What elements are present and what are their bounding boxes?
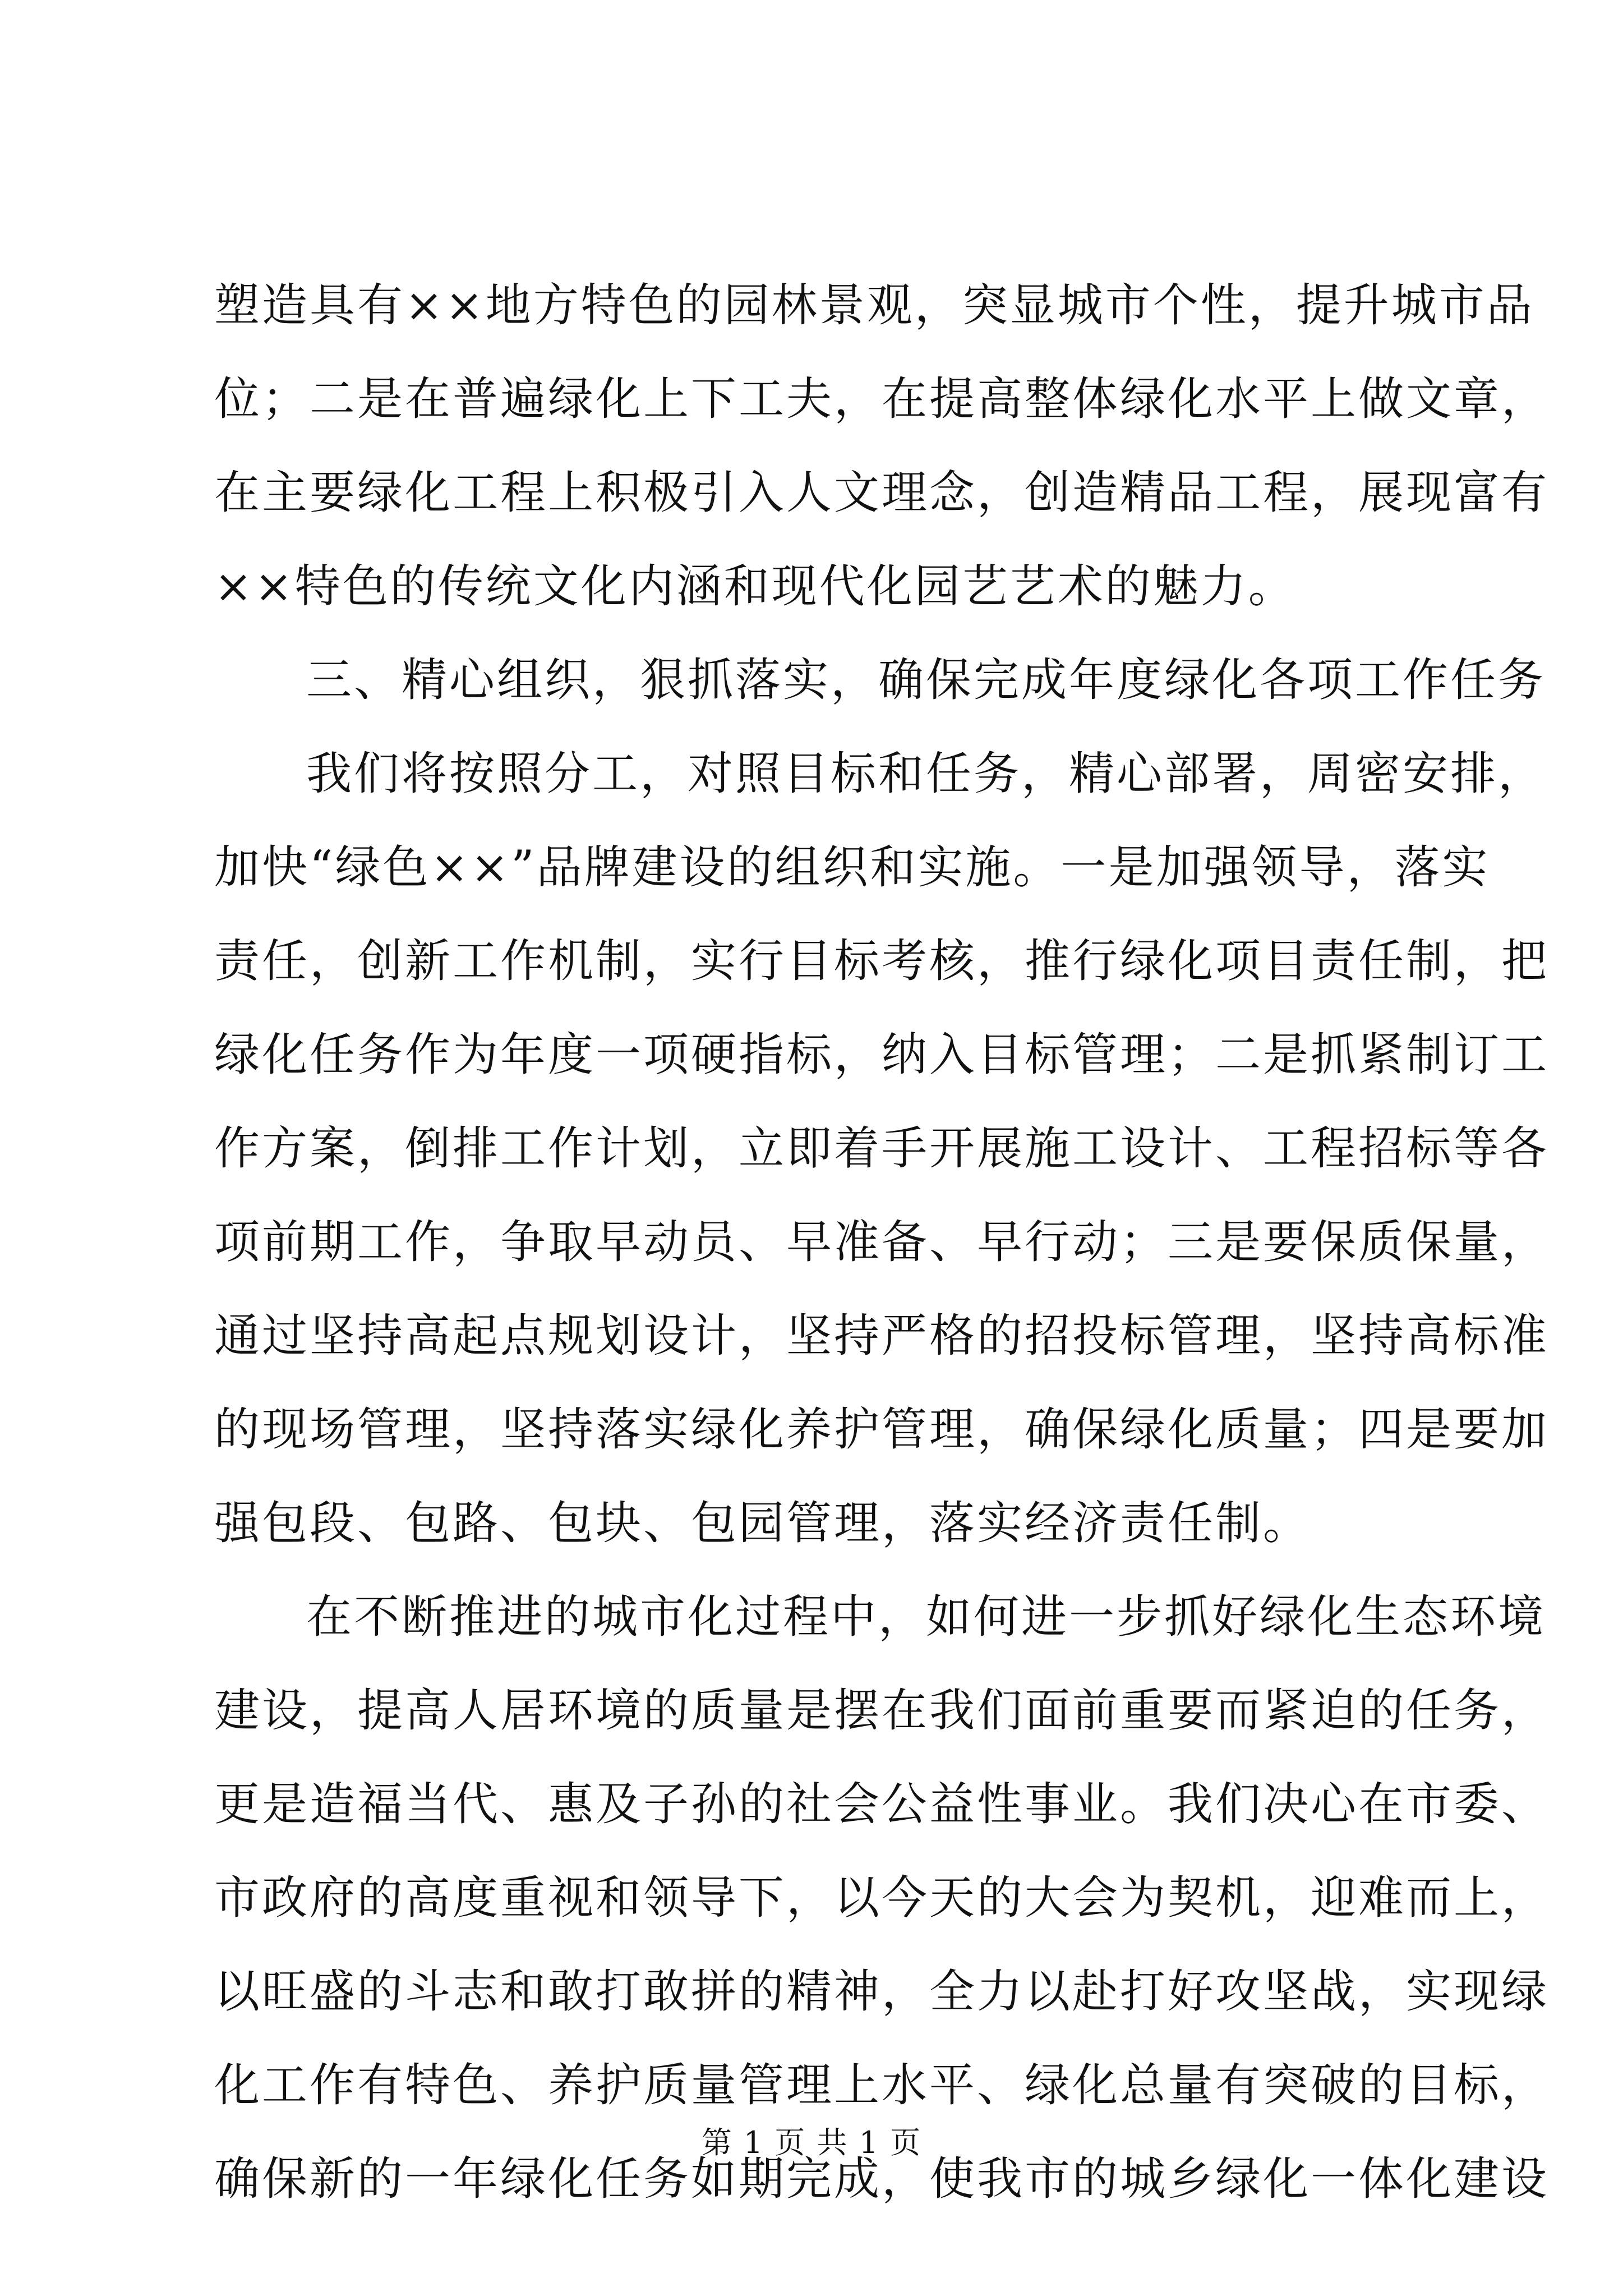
text-line: 绿化任务作为年度一项硬指标，纳入目标管理；二是抓紧制订工 xyxy=(214,1029,1550,1082)
page-number-footer: 第 1 页 共 1 页 xyxy=(701,2125,922,2160)
text-line: 确保新的一年绿化任务如期完成，使我市的城乡绿化一体化建设 xyxy=(214,2153,1550,2206)
text-line: 建设，提高人居环境的质量是摆在我们面前重要而紧迫的任务， xyxy=(214,1685,1550,1737)
document-body xyxy=(214,259,1550,2226)
text-line: 通过坚持高起点规划设计，坚持严格的招投标管理，坚持高标准 xyxy=(214,1310,1550,1363)
section-heading: 三、精心组织，狠抓落实，确保完成年度绿化各项工作任务 xyxy=(306,654,1546,707)
text-line: 在主要绿化工程上积极引入人文理念，创造精品工程，展现富有 xyxy=(214,467,1550,519)
text-line: 责任，创新工作机制，实行目标考核，推行绿化项目责任制，把 xyxy=(214,935,1550,988)
text-line: 的现场管理，坚持落实绿化养护管理，确保绿化质量；四是要加 xyxy=(214,1404,1550,1456)
text-line: 塑造具有××地方特色的园林景观，突显城市个性，提升城市品 xyxy=(214,279,1534,332)
text-line: 以旺盛的斗志和敢打敢拼的精神，全力以赴打好攻坚战，实现绿 xyxy=(214,1966,1550,2018)
text-line: 更是造福当代、惠及子孙的社会公益性事业。我们决心在市委、 xyxy=(214,1778,1550,1831)
text-line: 在不断推进的城市化过程中，如何进一步抓好绿化生态环境 xyxy=(306,1591,1546,1644)
text-line: ××特色的传统文化内涵和现代化园艺艺术的魅力。 xyxy=(214,560,1296,613)
text-line: 化工作有特色、养护质量管理上水平、绿化总量有突破的目标， xyxy=(214,2059,1550,2112)
text-line: 位；二是在普遍绿化上下工夫，在提高整体绿化水平上做文章， xyxy=(214,373,1550,426)
text-line: 作方案，倒排工作计划，立即着手开展施工设计、工程招标等各 xyxy=(214,1122,1550,1175)
text-line: 市政府的高度重视和领导下，以今天的大会为契机，迎难而上， xyxy=(214,1872,1550,1925)
text-line: 加快“绿色××”品牌建设的组织和实施。一是加强领导，落实 xyxy=(214,841,1490,894)
text-line: 我们将按照分工，对照目标和任务，精心部署，周密安排， xyxy=(306,748,1546,800)
text-line: 项前期工作，争取早动员、早准备、早行动；三是要保质保量， xyxy=(214,1216,1550,1269)
text-line: 强包段、包路、包块、包园管理，落实经济责任制。 xyxy=(214,1497,1311,1550)
